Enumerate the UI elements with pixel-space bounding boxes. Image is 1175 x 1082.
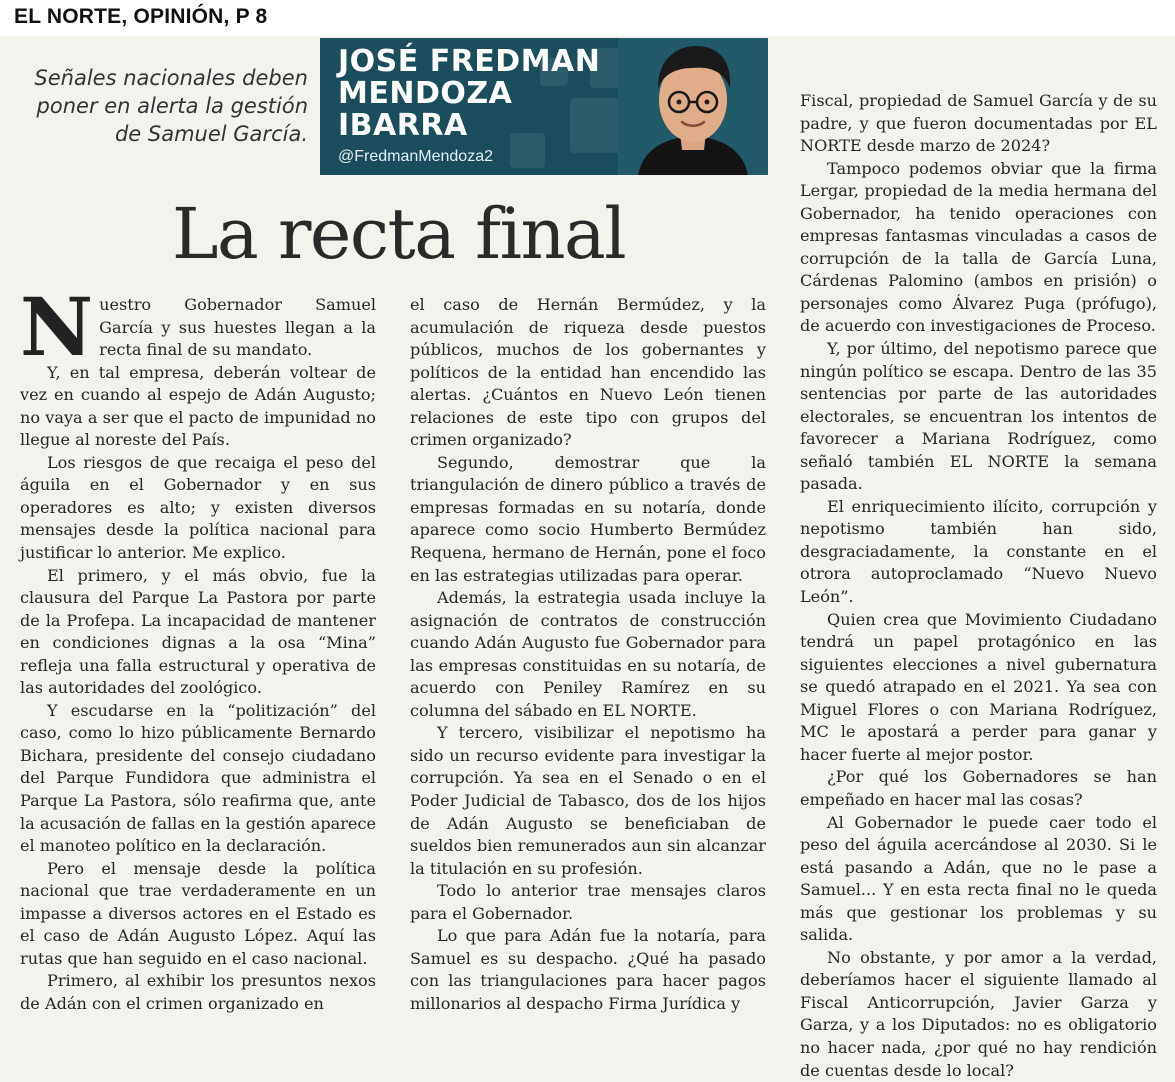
author-handle: @FredmanMendoza2 (338, 148, 493, 165)
article-column-3 (800, 90, 1157, 1082)
paragraph: Los riesgos de que recaiga el peso del águila en el Gobernador y en sus operadores es alto; y existen diversos mensajes desde la política nacional para justificar lo anterior. Me explico. (20, 452, 376, 563)
deck-subtitle: Señales nacionales deben poner en alerta la gestión de Samuel García. (34, 66, 308, 146)
author-name (338, 46, 618, 142)
paragraph: El enriquecimiento ilícito, corrupción y nepotismo también han sido, desgraciadamente, la constante en el otrora autoproclamado “Nuevo Nuevo León”. (800, 496, 1157, 607)
paragraph: ¿Por qué los Gobernadores se han empeñado en hacer mal las cosas? (800, 767, 1157, 809)
article-column-1 (20, 280, 376, 1016)
paragraph: el caso de Hernán Bermúdez, y la acumulación de riqueza desde puestos públicos, muchos de los gobernantes y políticos de la entidad han encendido las alertas. ¿Cuántos en Nuevo León tienen relaciones de este tipo con grupos del crimen organizado? (410, 295, 766, 450)
source-label: EL NORTE, OPINIÓN, P 8 (14, 5, 268, 28)
paragraph-text: uestro Gobernador Samuel García y sus huestes llegan a la recta final de su mandato. (99, 295, 376, 360)
paragraph: Tampoco podemos obviar que la firma Lergar, propiedad de la media hermana del Gobernador, ha tenido operaciones con empresas fantasmas vinculadas a casos de corrupción de la talla de García Luna, Cárdenas Palomino (ambos en prisión) o personajes como Álvarez Puga (prófugo), de acuerdo con investigaciones de Proceso. (800, 158, 1157, 336)
headline: La recta final (172, 193, 626, 275)
author-portrait (618, 38, 768, 175)
paragraph: Todo lo anterior trae mensajes claros para el Gobernador. (410, 881, 766, 923)
dropcap: N (20, 280, 94, 374)
paragraph: Y, por último, del nepotismo parece que ningún político se escapa. Dentro de las 35 sentencias por parte de las autoridades electorales, se encuentran los intentos de favorecer a Mariana Rodríguez, como señaló también EL NORTE la semana pasada. (800, 339, 1157, 494)
author-banner (320, 38, 768, 175)
paragraph: Además, la estrategia usada incluye la asignación de contratos de construcción cuando Adán Augusto fue Gobernador para las empresas constituidas en su notaría, de acuerdo con Peniley Ramírez en su columna del sábado en EL NORTE. (410, 588, 766, 720)
paragraph: Al Gobernador le puede caer todo el peso del águila acercándose al 2030. Si le está pasando a Adán, que no le pase a Samuel... Y en esta recta final no le queda más que gestionar los problemas y su salida. (800, 812, 1157, 945)
author-name-line: IBARRA (338, 108, 468, 143)
paragraph (20, 280, 376, 374)
paragraph: Quien crea que Movimiento Ciudadano tendrá un papel protagónico en las siguientes elecciones a nivel gubernatura se quedó atrapado en el 2021. Ya sea con Miguel Flores o con Mariana Rodríguez, MC le apostará a perder para ganar y hacer fuerte al mejor postor. (800, 609, 1157, 764)
paragraph: Y escudarse en la “politización” del caso, como lo hizo públicamente Bernardo Bichara, presidente del consejo ciudadano del Parque Fundidora que administra el Parque La Pastora, sólo reafirma que, ante la acusación de fallas en la gestión aparece el manoteo político en la declaración. (20, 700, 376, 856)
paragraph: Pero el mensaje desde la política nacional que trae verdaderamente en un impasse a diversos actores en el Estado es el caso de Adán Augusto López. Aquí las rutas que han seguido en el caso nacional. (20, 858, 376, 968)
paragraph: No obstante, y por amor a la verdad, deberíamos hacer el siguiente llamado al Fiscal Anticorrupción, Javier Garza y Garza, y a los Diputados: no es obligatorio no hacer nada, ¿por qué no hay rendición de cuentas desde lo local? (800, 947, 1157, 1080)
paragraph: Fiscal, propiedad de Samuel García y de su padre, y que fueron documentadas por EL NORTE desde marzo de 2024? (800, 91, 1157, 156)
paragraph: Primero, al exhibir los presuntos nexos de Adán con el crimen organizado en (20, 971, 376, 1013)
paragraph: El primero, y el más obvio, fue la clausura del Parque La Pastora por parte de la Profepa. La incapacidad de mantener en condiciones dignas a la osa “Mina” refleja una falla estructural y operativa de las autoridades del zoológico. (20, 565, 376, 698)
author-name-line: JOSÉ FREDMAN (338, 44, 601, 79)
paragraph: Lo que para Adán fue la notaría, para Samuel es su despacho. ¿Qué ha pasado con las triangulaciones para hacer pagos millonarios al despacho Firma Jurídica y (410, 926, 766, 1013)
paragraph: Y, en tal empresa, deberán voltear de vez en cuando al espejo de Adán Augusto; no vaya a ser que el pacto de impunidad no llegue al noreste del País. (20, 362, 376, 450)
article-column-2 (410, 294, 766, 1016)
author-name-line: MENDOZA (338, 76, 513, 111)
top-bar (0, 0, 1175, 36)
paragraph: Y tercero, visibilizar el nepotismo ha sido un recurso evidente para investigar la corrupción. Ya sea en el Senado o en el Poder Judicial de Tabasco, dos de los hijos de Adán Augusto se beneficiaban de sueldos bien remunerados aun sin alcanzar la titulación en su profesión. (410, 723, 766, 878)
paragraph: Segundo, demostrar que la triangulación de dinero público a través de empresas formadas en su notaría, donde aparece como socio Humberto Bermúdez Requena, hermano de Hernán, pone el foco en las estrategias utilizadas para operar. (410, 452, 766, 585)
